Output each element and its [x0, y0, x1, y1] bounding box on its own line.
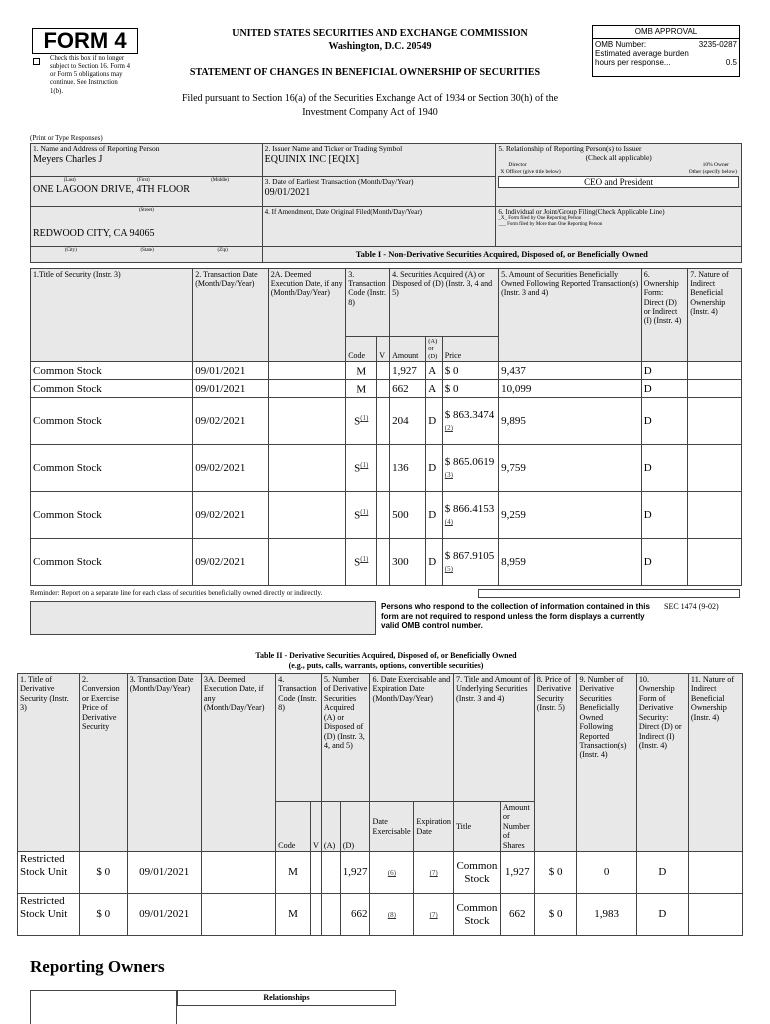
transaction-date: 09/01/2021: [193, 380, 268, 398]
acq-disp: D: [426, 398, 443, 445]
footnote-link[interactable]: (1): [360, 461, 369, 470]
underlying-title: Common Stock: [453, 852, 500, 894]
reminder-line-box: [478, 589, 740, 598]
table-row: [31, 362, 742, 380]
reporting-info-table: [30, 143, 742, 263]
price-cell: [442, 398, 498, 445]
omb-title: OMB APPROVAL: [593, 26, 739, 39]
exercisable-date: [370, 894, 414, 936]
derivative-price: $ 0: [534, 894, 577, 936]
t2-h-price: 8. Price of Derivative Security (Instr. 5): [534, 674, 577, 852]
code-value: S: [354, 462, 361, 475]
amount: 300: [390, 539, 426, 586]
no-longer-subject-checkbox[interactable]: [33, 58, 40, 65]
owned-following: 9,259: [499, 492, 642, 539]
t2-h-deemed: 3A. Deemed Execution Date, if any (Month/Day/Year): [201, 674, 275, 852]
officer-option: X Officer (give title below): [500, 168, 561, 175]
acquired-a: [321, 852, 340, 894]
ownership-form: D: [641, 398, 688, 445]
disposed-d: 1,927: [340, 852, 370, 894]
t1-h-code: 3. Transaction Code (Instr. 8): [346, 269, 390, 337]
table-row: [18, 852, 743, 894]
v-cell: [310, 894, 321, 936]
t2-h-nature: 11. Nature of Indirect Beneficial Ownership (Instr. 4): [688, 674, 742, 852]
t2-h-title: 1. Title of Derivative Security (Instr. 3): [18, 674, 80, 852]
price: $ 0: [444, 364, 459, 377]
omb-hours-label: hours per response...: [595, 58, 671, 67]
box1-csz-labels: [31, 247, 263, 263]
acq-disp: D: [426, 539, 443, 586]
acq-disp: A: [426, 362, 443, 380]
box1-name: [31, 144, 263, 177]
table2-derivative: [17, 673, 743, 936]
code-value: S: [354, 509, 361, 522]
reminder-text: Reminder: Report on a separate line for each class of securities beneficially owned directly or indirectly.: [30, 589, 323, 597]
nature: [688, 539, 742, 586]
footnote-link[interactable]: (1): [360, 555, 369, 564]
derivative-title: Restricted Stock Unit: [18, 894, 80, 936]
transaction-code: [346, 380, 377, 398]
t1-h-code-sub: Code: [346, 337, 377, 362]
t2-h-exercisable: 6. Date Exercisable and Expiration Date (Month/Day/Year): [370, 674, 454, 802]
footnote-link[interactable]: (7): [429, 869, 438, 878]
amount: 136: [390, 445, 426, 492]
ownership-form: D: [636, 852, 688, 894]
t1-body: [31, 362, 742, 586]
transaction-code: [346, 539, 377, 586]
table1-title-cell: [262, 247, 741, 263]
footnote-link[interactable]: (7): [429, 911, 438, 920]
transaction-code: [346, 492, 377, 539]
reporting-owners-heading: Reporting Owners: [30, 957, 165, 976]
agency-name: UNITED STATES SECURITIES AND EXCHANGE COMMISSION: [232, 28, 528, 39]
table-row: [18, 894, 743, 936]
transaction-date: 09/02/2021: [193, 539, 268, 586]
city-state-zip: REDWOOD CITY, CA 94065: [33, 227, 155, 239]
security-title: Common Stock: [31, 362, 193, 380]
footnote-link[interactable]: (1): [360, 414, 369, 423]
v-cell: [377, 492, 390, 539]
price-cell: [442, 539, 498, 586]
security-title: Common Stock: [31, 445, 193, 492]
t1-h-form: 6. Ownership Form: Direct (D) or Indirect (I) (Instr. 4): [641, 269, 688, 362]
ownership-form: D: [641, 362, 688, 380]
footnote-link[interactable]: (1): [360, 508, 369, 517]
t1-h-title: 1.Title of Security (Instr. 3): [31, 269, 193, 362]
persons-notice: Persons who respond to the collection of information contained in this form are not required to respond unless the form displays a currently valid OMB control number.: [381, 602, 650, 631]
reporting-person-name: Meyers Charles J: [33, 153, 103, 165]
t2-h-d: (D): [340, 802, 370, 852]
city-label: (City): [64, 248, 77, 253]
expiration-date: [414, 894, 454, 936]
reporting-owners-left-box: [30, 990, 177, 1024]
box5-sub: (Check all applicable): [585, 152, 652, 162]
t2-h-uamount: Amount or Number of Shares: [500, 802, 534, 852]
box1-label: 1. Name and Address of Reporting Person: [33, 144, 160, 153]
expiration-date: [414, 852, 454, 894]
box6-filing: [496, 207, 742, 247]
t2-h-number: 5. Number of Derivative Securities Acquired (A) or Disposed of (D) (Instr. 3, 4, and 5): [321, 674, 370, 802]
t2-h-exp: Expiration Date: [414, 802, 454, 852]
t1-h-amount: Amount: [390, 337, 426, 362]
transaction-code: [346, 362, 377, 380]
security-title: Common Stock: [31, 539, 193, 586]
security-title: Common Stock: [31, 398, 193, 445]
nature: [688, 492, 742, 539]
t1-h-v: V: [377, 337, 390, 362]
omb-number: 3235-0287: [698, 40, 737, 49]
box4-amendment: [262, 207, 496, 247]
derivative-price: $ 0: [534, 852, 577, 894]
code-value: M: [356, 383, 367, 396]
footnote-link[interactable]: (2): [444, 424, 453, 433]
price: $ 0: [444, 382, 459, 395]
conversion-price: $ 0: [79, 852, 127, 894]
footnote-link[interactable]: (4): [444, 518, 453, 527]
ownership-form: D: [641, 492, 688, 539]
omb-hours: 0.5: [725, 58, 737, 67]
first-label: (First): [137, 178, 150, 183]
transaction-date: 09/02/2021: [193, 398, 268, 445]
security-title: Common Stock: [31, 380, 193, 398]
table-row: [31, 445, 742, 492]
t2-h-a: (A): [321, 802, 340, 852]
t2-h-exer: Date Exercisable: [370, 802, 414, 852]
t2-h-utitle: Title: [453, 802, 500, 852]
v-cell: [377, 539, 390, 586]
code-value: M: [356, 365, 367, 378]
deemed-date: [201, 894, 275, 936]
t2-h-form: 10. Ownership Form of Derivative Security: Direct (D) or Indirect (I) (Instr. 4): [636, 674, 688, 852]
underlying-amount: 1,927: [500, 852, 534, 894]
notice-left-box: [30, 601, 376, 635]
deemed-date: [268, 445, 346, 492]
acq-disp: A: [426, 380, 443, 398]
nature: [688, 445, 742, 492]
print-note: (Print or Type Responses): [30, 134, 103, 142]
footnote-link[interactable]: (5): [444, 565, 453, 574]
nature: [688, 398, 742, 445]
filed-pursuant-line2: Investment Company Act of 1940: [302, 107, 438, 118]
table-row: [31, 380, 742, 398]
box1-city: [31, 207, 263, 247]
v-cell: [377, 380, 390, 398]
deemed-date: [268, 492, 346, 539]
t1-h-acquired: 4. Securities Acquired (A) or Disposed of (D) (Instr. 3, 4 and 5): [390, 269, 499, 337]
amount: 662: [390, 380, 426, 398]
transaction-date: 09/01/2021: [127, 852, 201, 894]
footnote-link[interactable]: (6): [387, 869, 397, 878]
nature: [688, 852, 742, 894]
price: $ 867.9105: [444, 549, 495, 562]
v-cell: [377, 362, 390, 380]
agency-location: Washington, D.C. 20549: [328, 41, 432, 52]
box6-label: 6. Individual or Joint/Group Filing(Check Applicable Line): [498, 208, 665, 216]
owned-following: 10,099: [499, 380, 642, 398]
t2-h-v: V: [310, 802, 321, 852]
ownership-form: D: [641, 380, 688, 398]
price-cell: [442, 362, 498, 380]
street-address: ONE LAGOON DRIVE, 4TH FLOOR: [33, 183, 190, 195]
transaction-date: 09/01/2021: [127, 894, 201, 936]
transaction-code: [346, 445, 377, 492]
t2-h-conv: 2. Conversion or Exercise Price of Derivative Security: [79, 674, 127, 852]
amount: 204: [390, 398, 426, 445]
box2-label: 2. Issuer Name and Ticker or Trading Symbol: [264, 144, 403, 153]
box1-address: [31, 177, 263, 207]
v-cell: [310, 852, 321, 894]
street-label: (Street): [138, 208, 154, 213]
transaction-code: M: [276, 852, 311, 894]
one-person-option: _X_ Form filed by One Reporting Person: [498, 216, 582, 222]
underlying-title: Common Stock: [453, 894, 500, 936]
derivative-title: Restricted Stock Unit: [18, 852, 80, 894]
earliest-transaction-date: 09/01/2021: [264, 186, 311, 198]
box2-issuer: [262, 144, 496, 177]
owned-following: 8,959: [499, 539, 642, 586]
t1-h-date: 2. Transaction Date (Month/Day/Year): [193, 269, 268, 362]
code-value: S: [354, 556, 361, 569]
conversion-price: $ 0: [79, 894, 127, 936]
price-cell: [442, 380, 498, 398]
ownership-form: D: [636, 894, 688, 936]
issuer-name: EQUINIX INC [EQIX]: [264, 153, 360, 165]
more-person-option: ___ Form filed by More than One Reporting Person: [498, 221, 603, 227]
t1-h-price: Price: [442, 337, 498, 362]
transaction-date: 09/02/2021: [193, 445, 268, 492]
t1-h-owned: 5. Amount of Securities Beneficially Owned Following Reported Transaction(s) (Instr. 3 and 4): [499, 269, 642, 362]
other-option: Other (specify below): [688, 168, 737, 175]
nature: [688, 894, 742, 936]
owned-following: 9,437: [499, 362, 642, 380]
table1-non-derivative: [30, 268, 742, 586]
t1-h-deemed: 2A. Deemed Execution Date, if any (Month/Day/Year): [268, 269, 346, 362]
amount: 1,927: [390, 362, 426, 380]
state-label: (State): [140, 248, 154, 253]
box5-relationship: [496, 144, 742, 207]
owner-option: 10% Owner: [702, 162, 729, 169]
checkbox-instructions: Check this box if no longer subject to Section 16. Form 4 or Form 5 obligations may continue. See Instruction 1(b).: [50, 55, 131, 95]
sec-code: SEC 1474 (9-02): [664, 602, 719, 611]
disposed-d: 662: [340, 894, 370, 936]
transaction-code: [346, 398, 377, 445]
price-cell: [442, 445, 498, 492]
table-row: [31, 539, 742, 586]
omb-number-label: OMB Number:: [595, 40, 647, 49]
last-label: (Last): [63, 178, 76, 183]
nature: [688, 380, 742, 398]
table1-title: Table I - Non-Derivative Securities Acquired, Disposed of, or Beneficially Owned: [355, 248, 648, 259]
price: $ 865.0619: [444, 455, 495, 468]
t2-h-code: 4. Transaction Code (Instr. 8): [276, 674, 322, 802]
omb-burden-label: Estimated average burden: [595, 49, 689, 58]
deemed-date: [268, 362, 346, 380]
deemed-date: [268, 398, 346, 445]
form-title-box: [32, 28, 138, 54]
footnote-link[interactable]: (3): [444, 471, 453, 480]
zip-label: (Zip): [217, 248, 228, 253]
relationships-label: Relationships: [263, 993, 310, 1002]
owned-following: 0: [577, 852, 636, 894]
ownership-form: D: [641, 539, 688, 586]
box3-date: [262, 177, 496, 207]
code-value: S: [354, 415, 361, 428]
transaction-code: M: [276, 894, 311, 936]
owned-following: 1,983: [577, 894, 636, 936]
director-option: Director: [508, 162, 527, 169]
deemed-date: [268, 539, 346, 586]
acq-disp: D: [426, 492, 443, 539]
t2-h-owned: 9. Number of Derivative Securities Beneficially Owned Following Reported Transaction(s) (Instr. 4): [577, 674, 636, 852]
price: $ 863.3474: [444, 408, 495, 421]
price-cell: [442, 492, 498, 539]
amount: 500: [390, 492, 426, 539]
table-row: [31, 398, 742, 445]
transaction-date: 09/02/2021: [193, 492, 268, 539]
t2-h-date: 3. Transaction Date (Month/Day/Year): [127, 674, 201, 852]
acquired-a: [321, 894, 340, 936]
price: $ 866.4153: [444, 502, 495, 515]
box3-label: 3. Date of Earliest Transaction (Month/Day/Year): [264, 177, 414, 186]
relationships-header: [177, 990, 396, 1006]
footnote-link[interactable]: (8): [387, 911, 397, 920]
officer-title: CEO and President: [498, 176, 739, 188]
nature: [688, 362, 742, 380]
ownership-form: D: [641, 445, 688, 492]
security-title: Common Stock: [31, 492, 193, 539]
t1-h-ad: (A) or (D): [426, 337, 443, 362]
t2-h-code-sub: Code: [276, 802, 311, 852]
owned-following: 9,759: [499, 445, 642, 492]
box5-label: 5. Relationship of Reporting Person(s) to Issuer: [498, 144, 642, 153]
deemed-date: [201, 852, 275, 894]
table2-title: Table II - Derivative Securities Acquired, Disposed of, or Beneficially Owned: [255, 651, 517, 660]
middle-label: (Middle): [211, 178, 229, 183]
form-title: FORM 4: [43, 28, 127, 53]
omb-approval-box: [592, 25, 740, 77]
t1-h-nature: 7. Nature of Indirect Beneficial Ownership (Instr. 4): [688, 269, 742, 362]
statement-title: STATEMENT OF CHANGES IN BENEFICIAL OWNERSHIP OF SECURITIES: [189, 67, 541, 78]
transaction-date: 09/01/2021: [193, 362, 268, 380]
underlying-amount: 662: [500, 894, 534, 936]
table2-subtitle: (e.g., puts, calls, warrants, options, convertible securities): [288, 661, 484, 670]
box4-label: 4. If Amendment, Date Original Filed(Month/Day/Year): [264, 208, 422, 216]
v-cell: [377, 398, 390, 445]
acq-disp: D: [426, 445, 443, 492]
table-row: [31, 492, 742, 539]
deemed-date: [268, 380, 346, 398]
owned-following: 9,895: [499, 398, 642, 445]
t2-body: [18, 852, 743, 936]
v-cell: [377, 445, 390, 492]
exercisable-date: [370, 852, 414, 894]
filed-pursuant-line1: Filed pursuant to Section 16(a) of the Securities Exchange Act of 1934 or Section 30(h) of the: [181, 93, 559, 104]
t2-h-underlying: 7. Title and Amount of Underlying Securities (Instr. 3 and 4): [453, 674, 534, 802]
